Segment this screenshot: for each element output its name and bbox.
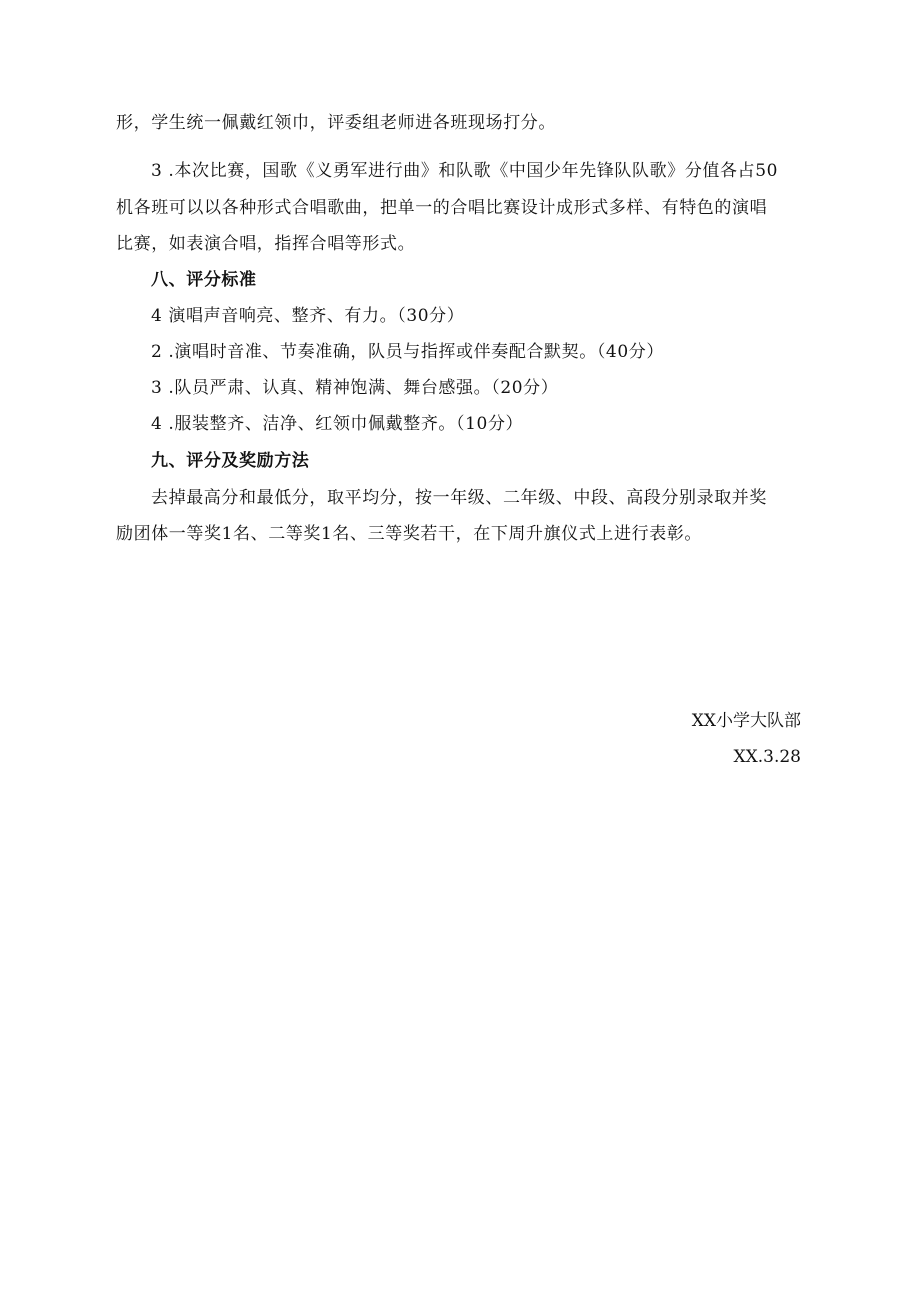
- paragraph-line: 3 .本次比赛，国歌《义勇军进行曲》和队歌《中国少年先锋队队歌》分值各占50: [151, 161, 779, 181]
- paragraph-line: 形，学生统一佩戴红领巾，评委组老师进各班现场打分。: [116, 113, 556, 133]
- scoring-item: 4 .服装整齐、洁净、红领巾佩戴整齐。（10分）: [151, 414, 524, 434]
- section-heading-awards: 九、评分及奖励方法: [151, 451, 310, 471]
- signature-org: XX小学大队部: [691, 711, 801, 731]
- paragraph-line: 机各班可以以各种形式合唱歌曲，把单一的合唱比赛设计成形式多样、有特色的演唱: [116, 198, 768, 218]
- paragraph-line: 比赛，如表演合唱，指挥合唱等形式。: [116, 234, 416, 254]
- scoring-item: 3 .队员严肃、认真、精神饱满、舞台感强。（20分）: [151, 378, 559, 398]
- section-heading-scoring: 八、评分标准: [151, 270, 257, 290]
- signature-date: XX.3.28: [733, 747, 801, 767]
- awards-line: 去掉最高分和最低分，取平均分，按一年级、二年级、中段、高段分别录取并奖: [151, 488, 767, 508]
- scoring-item: 4 演唱声音响亮、整齐、有力。（30分）: [151, 306, 465, 326]
- awards-line: 励团体一等奖1名、二等奖1名、三等奖若干，在下周升旗仪式上进行表彰。: [116, 524, 703, 544]
- scoring-item: 2 .演唱时音准、节奏准确，队员与指挥或伴奏配合默契。（40分）: [151, 342, 664, 362]
